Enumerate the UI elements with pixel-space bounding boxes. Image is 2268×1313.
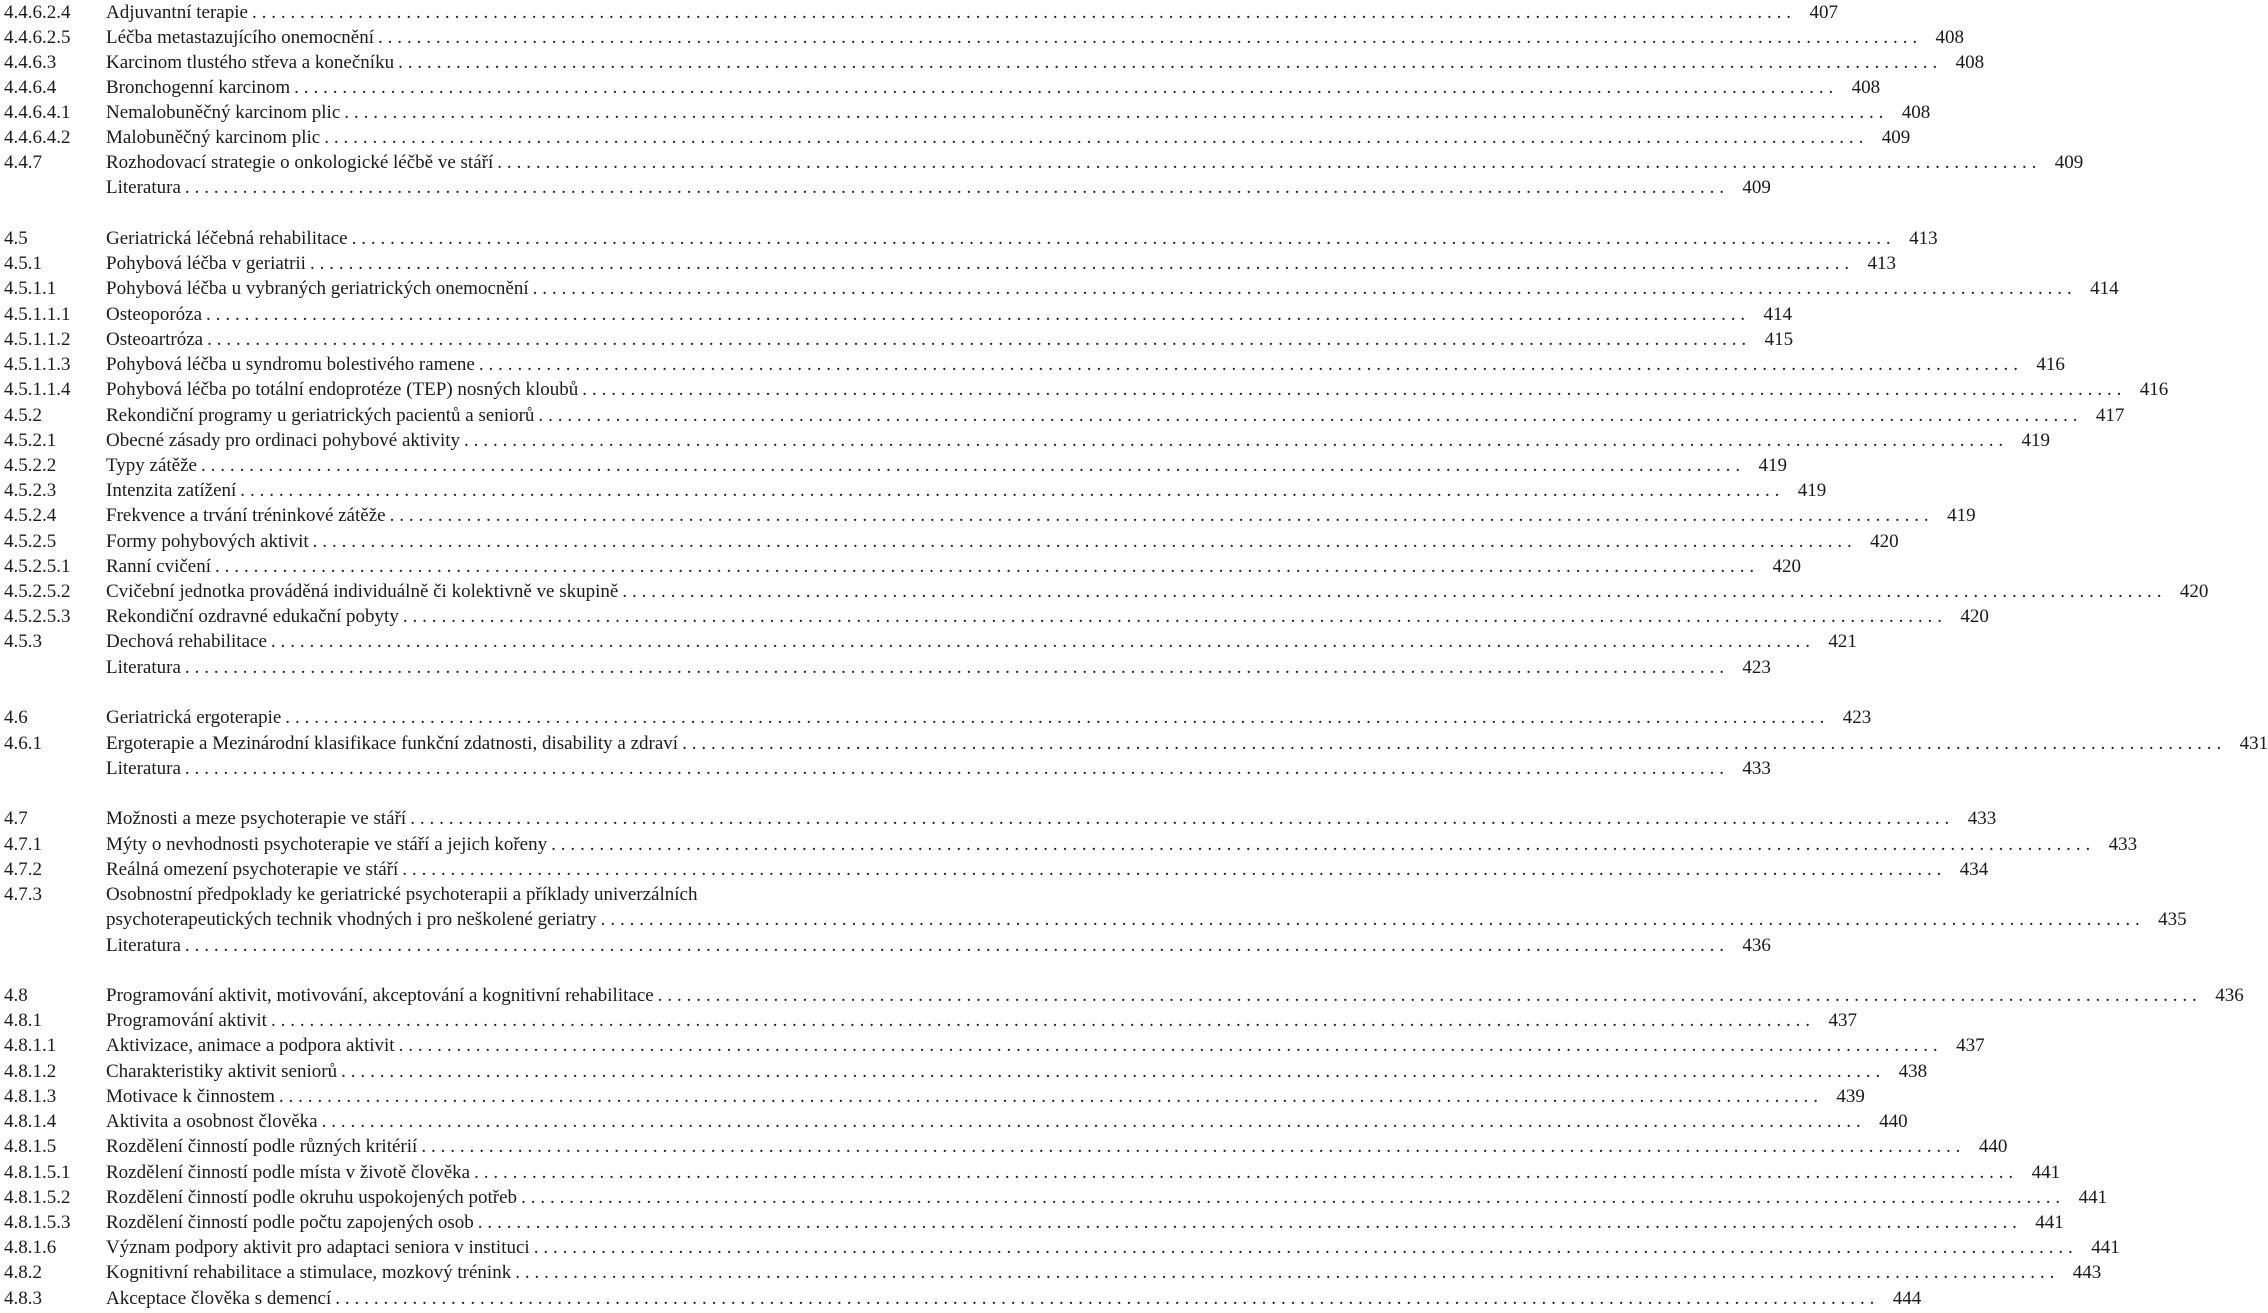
toc-section-number: 4.5.2.5.1 (4, 556, 71, 577)
toc-page-number: 420 (1960, 606, 1989, 627)
toc-title-line (106, 125, 1911, 150)
toc-title-line (106, 731, 2268, 756)
toc-section-number: 4.8.3 (4, 1288, 42, 1309)
toc-title-line (106, 25, 1964, 50)
toc-section-number: 4.5.2.1 (4, 430, 57, 451)
toc-page-number: 420 (1870, 531, 1899, 552)
toc-entry (4, 832, 2138, 857)
toc-entry (4, 251, 1896, 276)
toc-title: Obecné zásady pro ordinaci pohybové aktivity (106, 430, 461, 451)
toc-page-number: 416 (2036, 354, 2065, 375)
toc-entry (4, 226, 1938, 251)
toc-title: Motivace k činnostem (106, 1086, 275, 1107)
dot-leader: ................................................................................................................................................................ (184, 758, 1729, 779)
toc-title: Pohybová léčba v geriatrii (106, 253, 306, 274)
toc-entry (4, 0, 1838, 25)
dot-leader: ................................................................................................................................................................ (251, 2, 1796, 23)
dot-leader: ................................................................................................................................................................ (402, 859, 1947, 880)
toc-section-number: 4.5.1.1.2 (4, 329, 71, 350)
toc-entry (4, 1286, 1922, 1311)
toc-page-number: 437 (1956, 1035, 1985, 1056)
toc-entry (4, 1134, 2008, 1159)
toc-entry (4, 629, 1857, 654)
toc-section-number: 4.8.1.5.3 (4, 1212, 71, 1233)
dot-leader: ................................................................................................................................................................ (582, 379, 2127, 400)
dot-leader: ................................................................................................................................................................ (478, 354, 2023, 375)
toc-entry (4, 503, 1976, 528)
toc-section-number: 4.8.1.2 (4, 1061, 57, 1082)
toc-page-number: 438 (1898, 1061, 1928, 1082)
dot-leader: ................................................................................................................................................................ (344, 102, 1889, 123)
toc-page-number: 417 (2095, 405, 2125, 426)
dot-leader: ................................................................................................................................................................ (270, 1010, 1815, 1031)
toc-entry (4, 302, 1793, 327)
toc-title: Programování aktivit, motivování, akceptování a kognitivní rehabilitace (106, 985, 654, 1006)
toc-entry (4, 731, 2268, 756)
toc-page-number: 419 (2021, 430, 2051, 451)
toc-page-number: 420 (1772, 556, 1801, 577)
toc-title-line (106, 933, 1771, 958)
dot-leader: ................................................................................................................................................................ (200, 455, 1745, 476)
toc-page-number: 441 (2078, 1187, 2108, 1208)
toc-page-number: 433 (1967, 808, 1997, 829)
toc-title-line (106, 302, 1793, 327)
toc-page-number: 440 (1978, 1136, 2008, 1157)
toc-entry (4, 478, 1827, 503)
toc-entry (4, 352, 2065, 377)
toc-title: Osteoartróza (106, 329, 204, 350)
toc-entry (4, 50, 1985, 75)
toc-section-number: 4.6 (4, 707, 28, 728)
toc-title-line (106, 604, 1989, 629)
toc-entry (4, 604, 1989, 629)
toc-entry (4, 806, 1997, 831)
toc-section-number: 4.5.2.3 (4, 480, 57, 501)
toc-title: Adjuvantní terapie (106, 2, 248, 23)
dot-leader: ................................................................................................................................................................ (657, 985, 2202, 1006)
toc-title-line (106, 1185, 2108, 1210)
toc-title: Malobuněčný karcinom plic (106, 127, 321, 148)
toc-page-number: 416 (2139, 379, 2169, 400)
toc-entry (4, 453, 1787, 478)
toc-entry (4, 327, 1794, 352)
toc-section-number: 4.5.2 (4, 405, 42, 426)
dot-leader: ................................................................................................................................................................ (207, 329, 1752, 350)
toc-title: Léčba metastazujícího onemocnění (106, 27, 374, 48)
toc-section-number: 4.5 (4, 228, 28, 249)
dot-leader: ................................................................................................................................................................ (335, 1288, 1880, 1309)
dot-leader: ................................................................................................................................................................ (538, 405, 2083, 426)
toc-page-number: 436 (1742, 935, 1771, 956)
toc-page-number: 419 (1758, 455, 1787, 476)
toc-title: Formy pohybových aktivit (106, 531, 309, 552)
toc-page-number: 435 (2158, 909, 2187, 930)
toc-page-number: 441 (2031, 1162, 2061, 1183)
toc-title: Karcinom tlustého střeva a konečníku (106, 52, 395, 73)
toc-title-line (106, 1059, 1928, 1084)
toc-title-line (106, 554, 1801, 579)
toc-section-number: 4.8.1.5.1 (4, 1162, 71, 1183)
toc-title-line (106, 50, 1985, 75)
toc-title-line (106, 983, 2244, 1008)
toc-entry (4, 1084, 1865, 1109)
toc-title: Charakteristiky aktivit seniorů (106, 1061, 338, 1082)
toc-title-line (106, 1134, 2008, 1159)
toc-title: Pohybová léčba u syndromu bolestivého ramene (106, 354, 475, 375)
toc-title: Kognitivní rehabilitace a stimulace, mozkový trénink (106, 1262, 512, 1283)
toc-section-number: 4.7.3 (4, 884, 42, 905)
toc-title-line (106, 1109, 1908, 1134)
dot-leader: ................................................................................................................................................................ (351, 228, 1896, 249)
toc-title: Rozdělení činností podle místa v životě člověka (106, 1162, 471, 1183)
toc-title: Pohybová léčba po totální endoprotéze (TEP) nosných kloubů (106, 379, 579, 400)
toc-title: Aktivizace, animace a podpora aktivit (106, 1035, 395, 1056)
toc-title-line (106, 629, 1857, 654)
toc-page-number: 423 (1842, 707, 1872, 728)
toc-title-line (106, 327, 1794, 352)
toc-title: Cvičební jednotka prováděná individuálně či kolektivně ve skupině (106, 581, 619, 602)
toc-title-line (106, 1008, 1857, 1033)
toc-title-line (106, 806, 1997, 831)
toc-title: Rozdělení činností podle počtu zapojených osob (106, 1212, 474, 1233)
toc-title-line (106, 276, 2119, 301)
toc-title-line (106, 832, 2138, 857)
toc-page-number: 441 (2035, 1212, 2064, 1233)
toc-title: Literatura (106, 935, 181, 956)
toc-page-number: 440 (1879, 1111, 1908, 1132)
toc-section-number: 4.5.3 (4, 631, 42, 652)
toc-section-number: 4.4.7 (4, 152, 42, 173)
dot-leader: ................................................................................................................................................................ (421, 1136, 1966, 1157)
toc-entry (4, 705, 1872, 730)
toc-entry (4, 377, 2169, 402)
toc-page-number: 419 (1947, 505, 1976, 526)
toc-title: Rozdělení činností podle různých kritérií (106, 1136, 418, 1157)
toc-section-number: 4.4.6.4 (4, 77, 57, 98)
toc-title: Literatura (106, 657, 181, 678)
dot-leader: ................................................................................................................................................................ (398, 1035, 1943, 1056)
toc-title-line (106, 529, 1899, 554)
dot-leader: ................................................................................................................................................................ (324, 127, 1869, 148)
toc-section-number: 4.4.6.4.1 (4, 102, 71, 123)
toc-page-number: 420 (2179, 581, 2209, 602)
toc-title-line (106, 756, 1771, 781)
toc-title-line (106, 403, 2125, 428)
dot-leader: ................................................................................................................................................................ (474, 1162, 2019, 1183)
toc-title-line (106, 0, 1838, 25)
toc-page-number: 431 (2239, 733, 2268, 754)
dot-leader: ................................................................................................................................................................ (294, 77, 1839, 98)
toc-title-line (106, 352, 2065, 377)
toc-section-number: 4.5.2.4 (4, 505, 57, 526)
toc-title: Rekondiční programy u geriatrických pacientů a seniorů (106, 405, 535, 426)
dot-leader: ................................................................................................................................................................ (398, 52, 1943, 73)
dot-leader: ................................................................................................................................................................ (622, 581, 2167, 602)
toc-section-number: 4.8.1.1 (4, 1035, 57, 1056)
toc-section-number: 4.8.2 (4, 1262, 42, 1283)
toc-entry (4, 25, 1964, 50)
toc-title: Nemalobuněčný karcinom plic (106, 102, 341, 123)
toc-title-line (106, 251, 1896, 276)
toc-entry (4, 933, 1771, 958)
toc-title-line (106, 579, 2209, 604)
dot-leader: ................................................................................................................................................................ (240, 480, 1785, 501)
toc-section-number: 4.4.6.3 (4, 52, 57, 73)
dot-leader: ................................................................................................................................................................ (389, 505, 1934, 526)
toc-section-number: 4.7.1 (4, 834, 42, 855)
toc-entry (4, 857, 1989, 882)
dot-leader: ................................................................................................................................................................ (600, 909, 2145, 930)
toc-title-line (106, 1160, 2061, 1185)
toc-section-number: 4.5.1.1.4 (4, 379, 71, 400)
toc-title: Typy zátěže (106, 455, 197, 476)
toc-entry (4, 1260, 2102, 1285)
toc-title: Ergoterapie a Mezinárodní klasifikace funkční zdatnosti, disability a zdraví (106, 733, 679, 754)
dot-leader: ................................................................................................................................................................ (497, 152, 2042, 173)
dot-leader: ................................................................................................................................................................ (321, 1111, 1866, 1132)
toc-title: Geriatrická ergoterapie (106, 707, 282, 728)
dot-leader: ................................................................................................................................................................ (206, 304, 1751, 325)
toc-page-number: 439 (1836, 1086, 1865, 1107)
toc-page-number: 437 (1828, 1010, 1857, 1031)
toc-section-number: 4.5.1.1 (4, 278, 57, 299)
dot-leader: ................................................................................................................................................................ (682, 733, 2227, 754)
toc-title-line (106, 226, 1938, 251)
toc-section-number: 4.5.2.2 (4, 455, 57, 476)
toc-section-number: 4.8.1.5 (4, 1136, 57, 1157)
toc-title: Ranní cvičení (106, 556, 211, 577)
toc-entry (4, 1033, 1985, 1058)
toc-title-continuation: psychoterapeutických technik vhodných i pro neškolené geriatry (106, 909, 597, 930)
toc-title: Bronchogenní karcinom (106, 77, 291, 98)
toc-section-number: 4.7.2 (4, 859, 42, 880)
toc-title-line (106, 377, 2169, 402)
toc-section-number: 4.5.1 (4, 253, 42, 274)
toc-page-number: 421 (1828, 631, 1857, 652)
toc-title: Osobnostní předpoklady ke geriatrické psychoterapii a příklady univerzálních (106, 884, 698, 905)
toc-title: Programování aktivit (106, 1010, 267, 1031)
toc-section-number: 4.8.1.3 (4, 1086, 57, 1107)
toc-page-number: 408 (1851, 77, 1881, 98)
toc-title-line (106, 1084, 1865, 1109)
toc-page-number: 434 (1959, 859, 1989, 880)
toc-title-line (106, 907, 2187, 932)
toc-entry (4, 1008, 1857, 1033)
dot-leader: ................................................................................................................................................................ (184, 935, 1729, 956)
toc-title-line (106, 1210, 2064, 1235)
toc-page-number: 441 (2091, 1237, 2120, 1258)
toc-title-line (106, 100, 1931, 125)
toc-title-line (106, 150, 2084, 175)
dot-leader: ................................................................................................................................................................ (309, 253, 1854, 274)
toc-title-line (106, 428, 2051, 453)
dot-leader: ................................................................................................................................................................ (184, 177, 1729, 198)
toc-page-number: 409 (1742, 177, 1771, 198)
toc-title: Intenzita zatížení (106, 480, 237, 501)
toc-section-number: 4.6.1 (4, 733, 42, 754)
toc-title: Aktivita a osobnost člověka (106, 1111, 318, 1132)
dot-leader: ................................................................................................................................................................ (215, 556, 1759, 577)
toc-page-number: 409 (2054, 152, 2084, 173)
toc-page-number: 444 (1892, 1288, 1922, 1309)
toc-title-line (106, 1286, 1922, 1311)
toc-section-number: 4.8 (4, 985, 28, 1006)
toc-entry (4, 655, 1771, 680)
toc-title: Mýty o nevhodnosti psychoterapie ve stáří a jejich kořeny (106, 834, 548, 855)
dot-leader: ................................................................................................................................................................ (270, 631, 1815, 652)
dot-leader: ................................................................................................................................................................ (278, 1086, 1823, 1107)
dot-leader: ................................................................................................................................................................ (378, 27, 1922, 48)
toc-title: Literatura (106, 177, 181, 198)
toc-title-line (106, 857, 1989, 882)
toc-page-number: 407 (1809, 2, 1838, 23)
toc-entry (4, 1160, 2061, 1185)
toc-title-line (106, 175, 1771, 200)
dot-leader: ................................................................................................................................................................ (184, 657, 1729, 678)
toc-title: Osteoporóza (106, 304, 203, 325)
toc-section-number: 4.8.1 (4, 1010, 42, 1031)
toc-section-number: 4.4.6.2.4 (4, 2, 71, 23)
toc-entry (4, 150, 2084, 175)
toc-entry (4, 554, 1801, 579)
toc-entry (4, 403, 2125, 428)
toc-section-number: 4.5.2.5 (4, 531, 57, 552)
toc-entry (4, 983, 2244, 1008)
toc-section-number: 4.5.1.1.1 (4, 304, 71, 325)
toc-title-line (106, 503, 1976, 528)
toc-title-line (106, 453, 1787, 478)
toc-section-number: 4.4.6.4.2 (4, 127, 71, 148)
toc-title-line (106, 75, 1881, 100)
dot-leader: ................................................................................................................................................................ (312, 531, 1857, 552)
toc-entry (4, 100, 1931, 125)
toc-entry (4, 75, 1881, 100)
toc-title: Rozdělení činností podle okruhu uspokojených potřeb (106, 1187, 518, 1208)
toc-page-number: 413 (1867, 253, 1896, 274)
dot-leader: ................................................................................................................................................................ (402, 606, 1947, 627)
toc-section-number: 4.5.1.1.3 (4, 354, 71, 375)
toc-page-number: 409 (1881, 127, 1911, 148)
dot-leader: ................................................................................................................................................................ (410, 808, 1955, 829)
toc-page-number: 415 (1764, 329, 1794, 350)
toc-entry (4, 1109, 1908, 1134)
toc-section-number: 4.5.2.5.2 (4, 581, 71, 602)
toc-title: Možnosti a meze psychoterapie ve stáří (106, 808, 407, 829)
toc-entry (4, 1185, 2108, 1210)
toc-title-line (106, 1033, 1985, 1058)
toc-title: Rekondiční ozdravné edukační pobyty (106, 606, 399, 627)
toc-entry (4, 529, 1899, 554)
toc-entry (4, 125, 1911, 150)
toc-entry (4, 756, 1771, 781)
toc-section-number: 4.7 (4, 808, 28, 829)
toc-title: Akceptace člověka s demencí (106, 1288, 332, 1309)
toc-page-number: 433 (2108, 834, 2138, 855)
toc-page-number: 408 (1901, 102, 1931, 123)
toc-page-number: 413 (1909, 228, 1938, 249)
toc-title-line (106, 705, 1872, 730)
toc-section-number: 4.8.1.6 (4, 1237, 57, 1258)
toc-entry (4, 1059, 1928, 1084)
dot-leader: ................................................................................................................................................................ (477, 1212, 2022, 1233)
toc-page-number: 414 (1763, 304, 1793, 325)
toc-section-number: 4.8.1.4 (4, 1111, 57, 1132)
dot-leader: ................................................................................................................................................................ (551, 834, 2096, 855)
toc-title: Reálná omezení psychoterapie ve stáří (106, 859, 399, 880)
toc-entry (4, 175, 1771, 200)
toc-section-number: 4.5.2.5.3 (4, 606, 71, 627)
toc-title: Pohybová léčba u vybraných geriatrických onemocnění (106, 278, 529, 299)
toc-entry (4, 1235, 2120, 1260)
toc-section-number: 4.4.6.2.5 (4, 27, 71, 48)
toc-entry (4, 276, 2119, 301)
toc-entry (4, 579, 2209, 604)
toc-title-line (106, 1235, 2120, 1260)
toc-page-number: 443 (2072, 1262, 2102, 1283)
toc-page-number: 408 (1955, 52, 1985, 73)
toc-page-number: 433 (1742, 758, 1771, 779)
dot-leader: ................................................................................................................................................................ (464, 430, 2009, 451)
toc-title: Dechová rehabilitace (106, 631, 267, 652)
toc-page-number: 419 (1797, 480, 1827, 501)
toc-page-number: 436 (2215, 985, 2244, 1006)
dot-leader: ................................................................................................................................................................ (532, 278, 2077, 299)
toc-title: Literatura (106, 758, 181, 779)
toc-title: Geriatrická léčebná rehabilitace (106, 228, 348, 249)
toc-title: Význam podpory aktivit pro adaptaci seniora v instituci (106, 1237, 530, 1258)
toc-entry (4, 1210, 2064, 1235)
toc-title: Rozhodovací strategie o onkologické léčbě ve stáří (106, 152, 494, 173)
toc-entry (4, 882, 2187, 932)
toc-title: Frekvence a trvání tréninkové zátěže (106, 505, 386, 526)
toc-title-line (106, 655, 1771, 680)
dot-leader: ................................................................................................................................................................ (341, 1061, 1886, 1082)
dot-leader: ................................................................................................................................................................ (533, 1237, 2078, 1258)
toc-section-number: 4.8.1.5.2 (4, 1187, 71, 1208)
dot-leader: ................................................................................................................................................................ (285, 707, 1830, 728)
toc-page-number: 408 (1935, 27, 1964, 48)
toc-title-line (106, 478, 1827, 503)
dot-leader: ................................................................................................................................................................ (521, 1187, 2066, 1208)
toc-page-number: 423 (1742, 657, 1771, 678)
toc-title-line (106, 1260, 2102, 1285)
toc-entry (4, 428, 2051, 453)
toc-page-number: 414 (2090, 278, 2119, 299)
dot-leader: ................................................................................................................................................................ (515, 1262, 2060, 1283)
